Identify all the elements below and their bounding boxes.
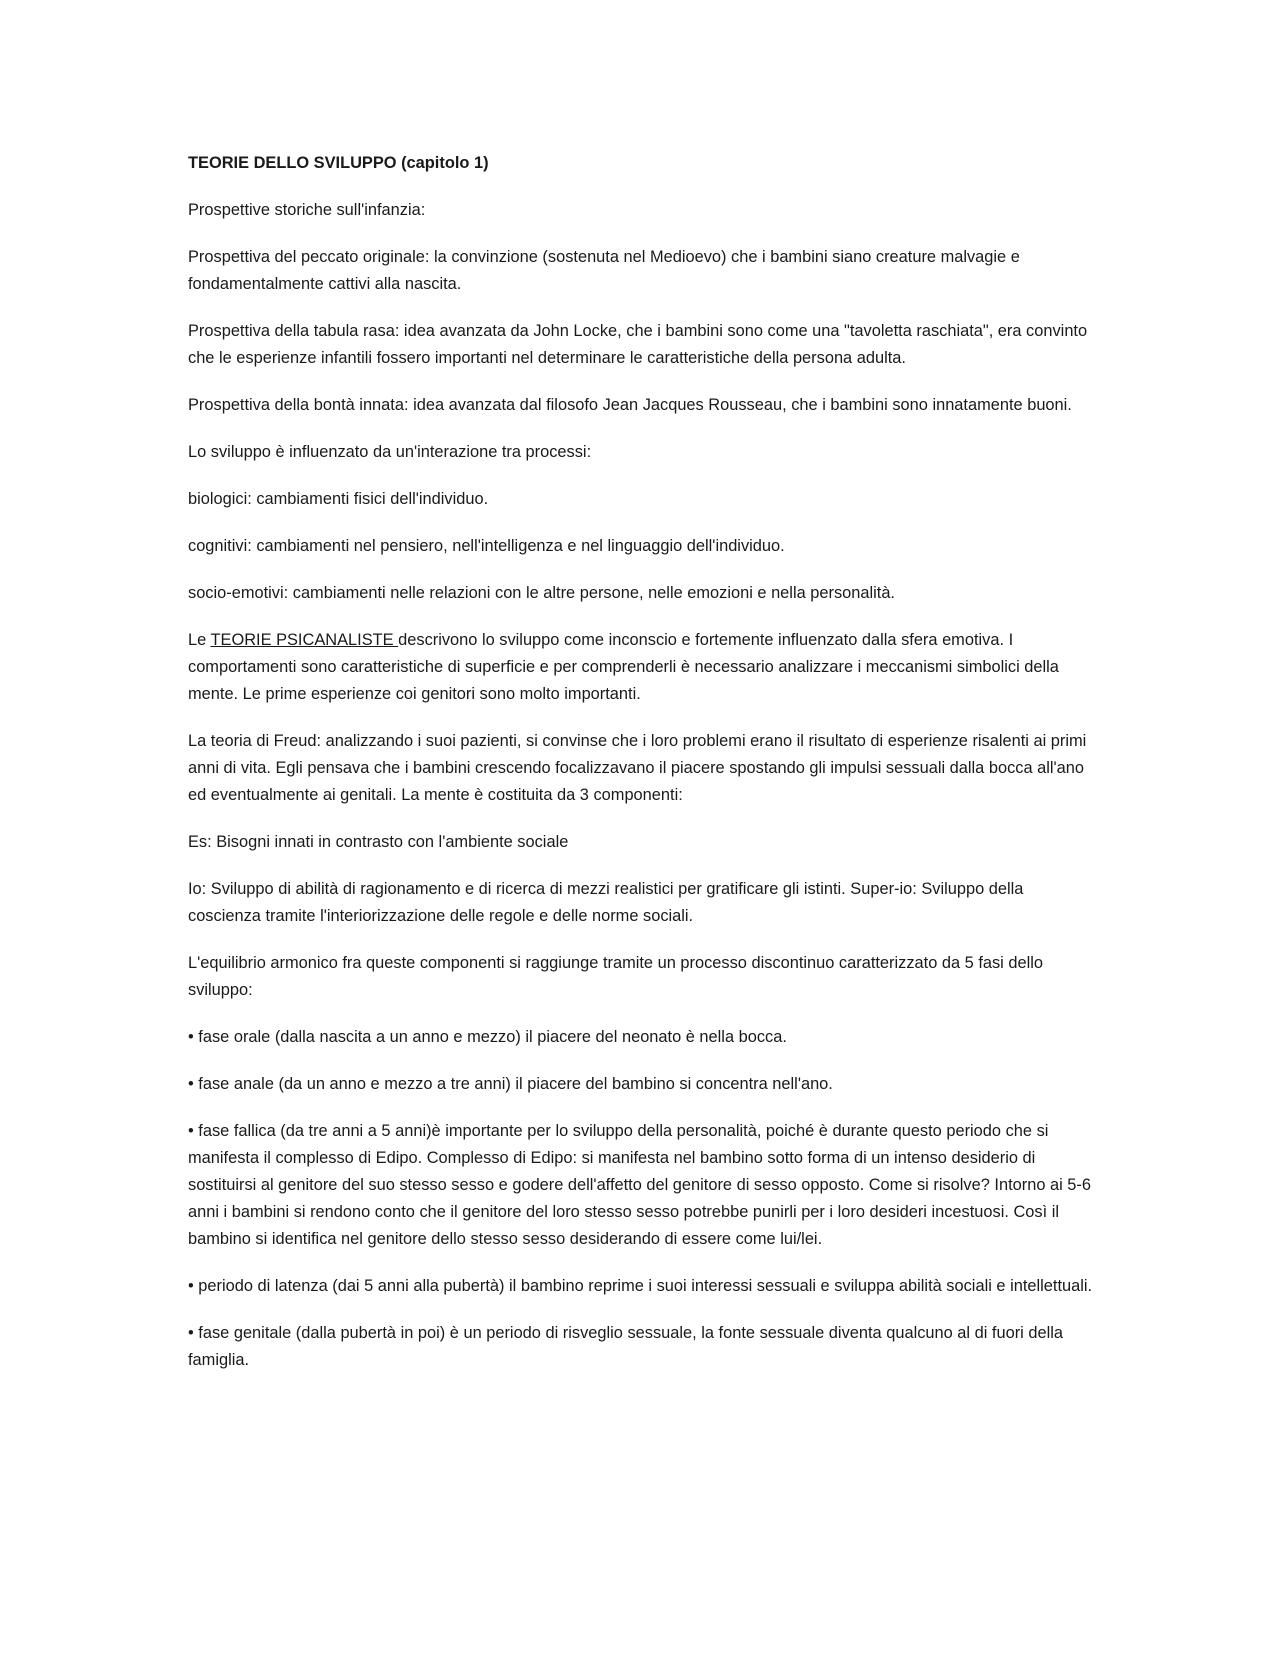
paragraph-tabula-rasa: Prospettiva della tabula rasa: idea avanzata da John Locke, che i bambini sono come una "tavoletta raschiata", era convinto che le esperienze infantili fossero importanti nel determinare le caratteristiche della persona adulta. — [188, 322, 1088, 367]
paragraph-original-sin: Prospettiva del peccato originale: la convinzione (sostenuta nel Medioevo) che i bambini siano creature malvagie e fondamentalmente cattivi alla nascita. — [188, 248, 1020, 293]
paragraph-io-superio: Io: Sviluppo di abilità di ragionamento e di ricerca di mezzi realistici per gratificare gli istinti. Super-io: Sviluppo della coscienza tramite l'interiorizzazione delle regole e delle norme sociali. — [188, 880, 1024, 925]
paragraph-cognitive: cognitivi: cambiamenti nel pensiero, nell'intelligenza e nel linguaggio dell'individuo. — [188, 537, 785, 555]
list-item-phallic-phase: • fase fallica (da tre anni a 5 anni)è importante per lo sviluppo della personalità, poiché è durante questo periodo che si manifesta il complesso di Edipo. Complesso di Edipo: si manifesta nel bambino sotto forma di un intenso desiderio di sostituirsi al genitore del suo stesso sesso e godere dell'affetto del genitore di sesso opposto. Come si risolve? Intorno ai 5-6 anni i bambini si rendono conto che il genitore del loro stesso sesso potrebbe punirli per i loro desideri incestuosi. Così il bambino si identifica nel genitore dello stesso sesso desiderando di essere come lui/lei. — [188, 1122, 1091, 1248]
document-title: TEORIE DELLO SVILUPPO (capitolo 1) — [188, 154, 489, 172]
psico-prefix: Le — [188, 631, 211, 649]
list-item-genital-phase: • fase genitale (dalla pubertà in poi) è un periodo di risveglio sessuale, la fonte sessuale diventa qualcuno al di fuori della famiglia. — [188, 1324, 1063, 1369]
paragraph-socio-emotional: socio-emotivi: cambiamenti nelle relazioni con le altre persone, nelle emozioni e nella personalità. — [188, 584, 895, 602]
paragraph-freud-theory: La teoria di Freud: analizzando i suoi pazienti, si convinse che i loro problemi erano il risultato di esperienze risalenti ai primi anni di vita. Egli pensava che i bambini crescendo focalizzavano il piacere spostando gli impulsi sessuali dalla bocca all'ano ed eventualmente ai genitali. La mente è costituita da 3 componenti: — [188, 732, 1087, 804]
psico-rest: descrivono lo sviluppo come inconscio e fortemente influenzato dalla sfera emotiva. I comportamenti sono caratteristiche di superficie e per comprenderli è necessario analizzare i meccanismi simbolici della mente. Le prime esperienze coi genitori sono molto importanti. — [188, 631, 1059, 703]
paragraph-equilibrium: L'equilibrio armonico fra queste componenti si raggiunge tramite un processo discontinuo caratterizzato da 5 fasi dello sviluppo: — [188, 954, 1044, 999]
paragraph-biological: biologici: cambiamenti fisici dell'individuo. — [188, 490, 489, 508]
paragraph-es: Es: Bisogni innati in contrasto con l'ambiente sociale — [188, 833, 569, 851]
paragraph-development-processes: Lo sviluppo è influenzato da un'interazione tra processi: — [188, 443, 592, 461]
list-item-oral-phase: • fase orale (dalla nascita a un anno e mezzo) il piacere del neonato è nella bocca. — [188, 1028, 787, 1046]
paragraph-innate-goodness: Prospettiva della bontà innata: idea avanzata dal filosofo Jean Jacques Rousseau, che i bambini sono innatamente buoni. — [188, 396, 1072, 414]
paragraph-psychoanalytic-theories — [188, 627, 1098, 708]
psico-underlined-term: TEORIE PSICANALISTE — [210, 631, 399, 649]
list-item-anal-phase: • fase anale (da un anno e mezzo a tre anni) il piacere del bambino si concentra nell'ano. — [188, 1075, 833, 1093]
document-page — [188, 150, 1098, 1394]
paragraph-historical-perspectives: Prospettive storiche sull'infanzia: — [188, 201, 426, 219]
list-item-latency-period: • periodo di latenza (dai 5 anni alla pubertà) il bambino reprime i suoi interessi sessuali e sviluppa abilità sociali e intellettuali. — [188, 1277, 1093, 1295]
